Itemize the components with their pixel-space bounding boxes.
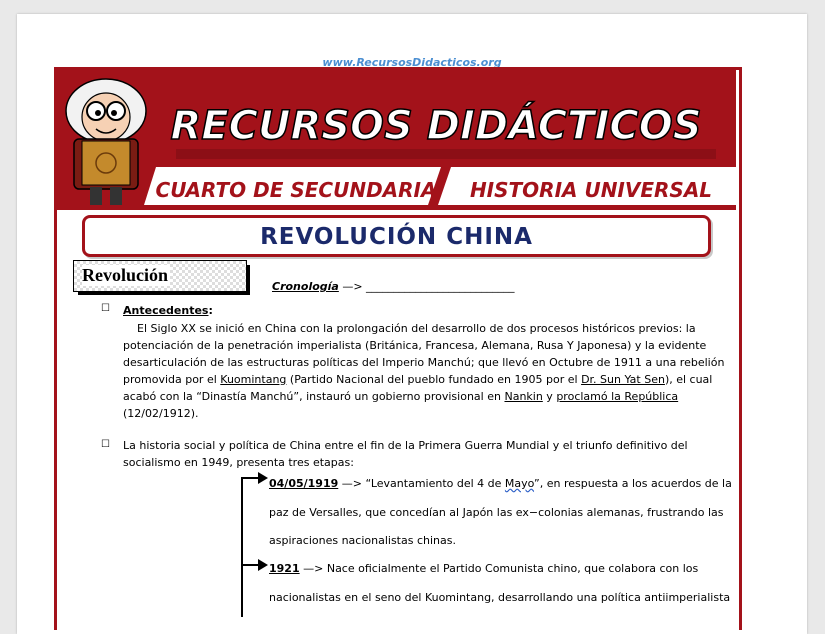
- arrow-right-icon: [258, 559, 268, 571]
- banner-left-tag: CUARTO DE SECUNDARIA: [155, 178, 437, 202]
- professor-illustration: [66, 79, 146, 205]
- timeline-item: [269, 555, 733, 612]
- title-box: [82, 215, 711, 257]
- timeline-line: [269, 470, 733, 499]
- timeline-line: paz de Versalles, que concedían al Japón las ex−colonias alemanas, frustrando las: [269, 505, 724, 519]
- antecedentes-paragraph: [123, 320, 733, 422]
- header-banner: [56, 69, 736, 210]
- paragraph-line: [123, 371, 733, 388]
- line-text: acabó con la “Dinastía Manchú”, instauró un gobierno provisional en: [123, 390, 505, 403]
- bullet-icon: ☐: [101, 303, 110, 314]
- timeline-line: nacionalistas en el seno del Kuomintang, desarrollando una política antiimperialista: [269, 590, 731, 604]
- proclamo-text: proclamó la República: [556, 390, 679, 403]
- section-label-box: [73, 260, 247, 292]
- kuomintang-link: Kuomintang: [220, 373, 287, 386]
- cronologia-line: [272, 280, 515, 293]
- cronologia-label: Cronología: [272, 280, 339, 293]
- page-title: REVOLUCIÓN CHINA: [260, 224, 533, 250]
- section-label: Revolución: [82, 265, 169, 285]
- antecedentes-heading: Antecedentes:: [123, 304, 213, 317]
- paragraph-line: potenciación de la penetración imperialista (Británica, Francesa, Alemana, Rusa Y Japonesa) y la evidente: [123, 339, 707, 352]
- line-text: y: [542, 390, 557, 403]
- paragraph-line: socialismo en 1949, presenta tres etapas:: [123, 456, 354, 469]
- timeline-line: [269, 555, 733, 584]
- arrow-right-icon: [258, 472, 268, 484]
- cronologia-blank: —> ___________________________: [342, 280, 515, 293]
- nankin-text: Nankin: [504, 390, 543, 403]
- line-text: —> Nace oficialmente el Partido Comunista chino, que colabora con los: [299, 562, 699, 575]
- timeline-item: [269, 470, 733, 556]
- paragraph-line: desarticulación de las estructuras políticas del Imperio Manchú; que llevó en Octubre de 1911 a una rebelión: [123, 356, 725, 369]
- paragraph-line: El Siglo XX se inició en China con la prolongación del desarrollo de dos procesos históricos previos: la: [137, 322, 696, 335]
- timeline-vertical-line: [241, 477, 243, 617]
- timeline-line: aspiraciones nacionalistas chinas.: [269, 534, 456, 547]
- timeline-date: 1921: [269, 562, 300, 575]
- banner-title: RECURSOS DIDÁCTICOS: [170, 103, 702, 149]
- paragraph-line: [123, 388, 733, 405]
- line-text: promovida por el: [123, 373, 221, 386]
- line-text: (Partido Nacional del pueblo fundado en 1905 por el: [286, 373, 582, 386]
- sun-yat-sen-text: Dr. Sun Yat Sen: [581, 373, 665, 386]
- line-text: ), el cual: [664, 373, 713, 386]
- historia-paragraph: [123, 437, 733, 471]
- antecedentes-heading-text: Antecedentes: [123, 304, 209, 317]
- mayo-text: Mayo: [504, 477, 535, 490]
- bullet-icon: ☐: [101, 439, 110, 450]
- paragraph-line: (12/02/1912).: [123, 407, 199, 420]
- timeline-date: 04/05/1919: [269, 477, 339, 490]
- paragraph-line: La historia social y política de China entre el fin de la Primera Guerra Mundial y el triunfo definitivo del: [123, 439, 688, 452]
- banner-right-tag: HISTORIA UNIVERSAL: [469, 178, 713, 202]
- line-text: ”, en respuesta a los acuerdos de la: [534, 477, 732, 490]
- site-url[interactable]: www.RecursosDidacticos.org: [322, 56, 502, 69]
- line-text: —> “Levantamiento del 4 de: [338, 477, 505, 490]
